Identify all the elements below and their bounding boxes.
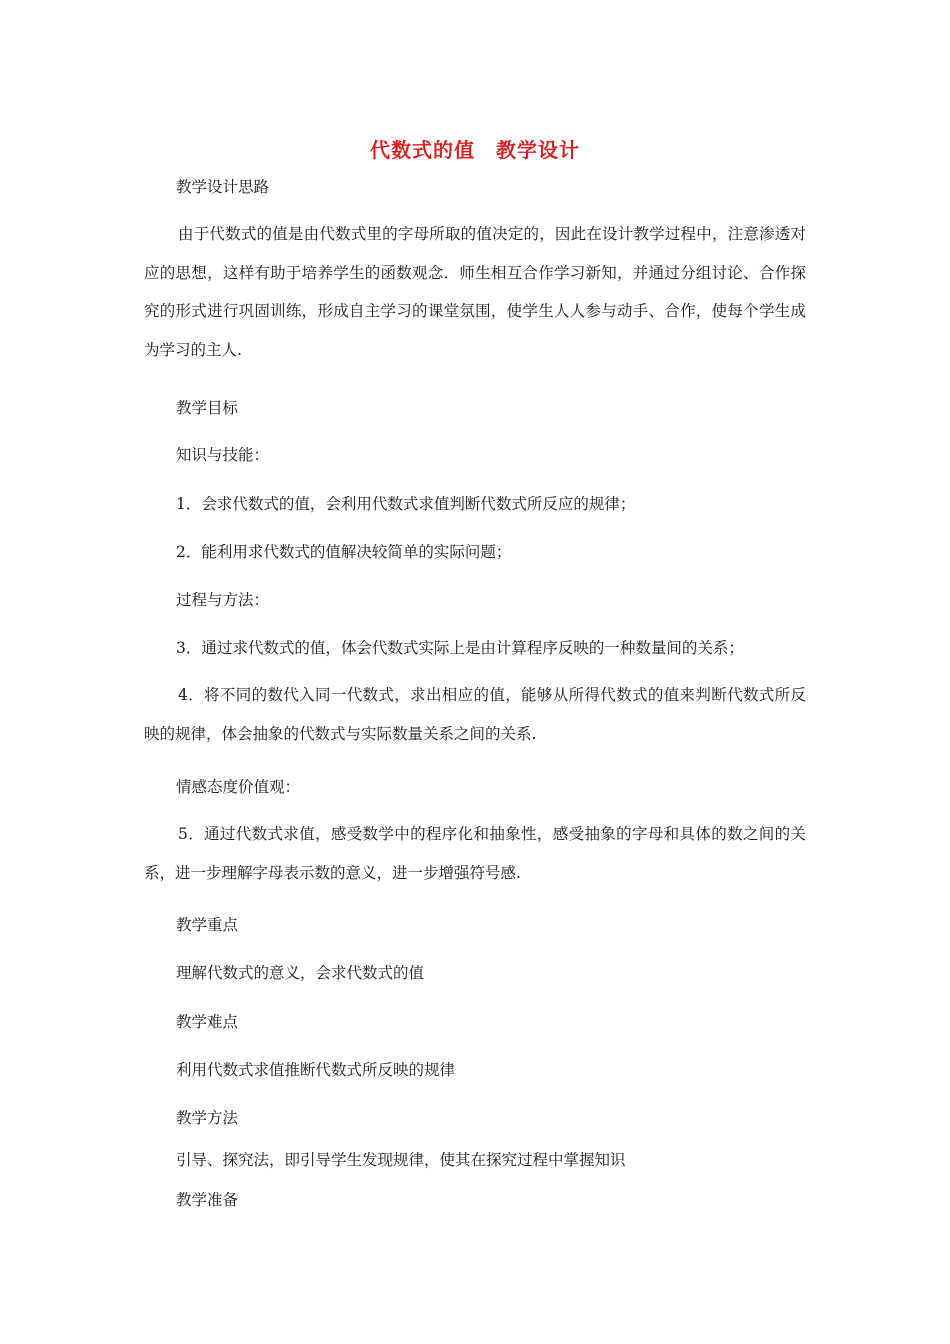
subheading-emotion: 情感态度价值观：	[176, 778, 301, 796]
subheading-process: 过程与方法：	[176, 591, 270, 609]
objective-item-2: 2．能利用求代数式的值解决较简单的实际问题；	[176, 543, 512, 561]
methods-text: 引导、探究法，即引导学生发现规律，使其在探究过程中掌握知识	[176, 1151, 626, 1169]
objective-item-4: 4．将不同的数代入同一代数式，求出相应的值，能够从所得代数式的值来判断代数式所反映的规律，体会抽象的代数式与实际数量关系之间的关系.	[144, 686, 806, 743]
document-title: 代数式的值 教学设计	[370, 138, 580, 162]
design-idea-paragraph: 由于代数式的值是由代数式里的字母所取的值决定的，因此在设计教学过程中，注意渗透对应的思想，这样有助于培养学生的函数观念．师生相互合作学习新知，并通过分组讨论、合作探究的形式进行巩固训练，形成自主学习的课堂氛围，使学生人人参与动手、合作，使每个学生成为学习的主人.	[144, 225, 806, 359]
heading-methods: 教学方法	[176, 1109, 239, 1127]
objective-item-1: 1．会求代数式的值，会利用代数式求值判断代数式所反应的规律；	[176, 495, 636, 513]
heading-difficulties: 教学难点	[176, 1013, 239, 1031]
objective-item-5: 5．通过代数式求值，感受数学中的程序化和抽象性，感受抽象的字母和具体的数之间的关系，进一步理解字母表示数的意义，进一步增强符号感.	[144, 825, 806, 882]
heading-preparation: 教学准备	[176, 1191, 239, 1209]
heading-design-idea: 教学设计思路	[176, 178, 270, 196]
objective-item-3: 3．通过求代数式的值，体会代数式实际上是由计算程序反映的一种数量间的关系；	[176, 639, 744, 657]
subheading-knowledge: 知识与技能：	[176, 446, 270, 464]
heading-key-points: 教学重点	[176, 916, 239, 934]
difficulties-text: 利用代数式求值推断代数式所反映的规律	[176, 1061, 456, 1079]
heading-objectives: 教学目标	[176, 399, 239, 417]
key-points-text: 理解代数式的意义，会求代数式的值	[176, 964, 425, 982]
